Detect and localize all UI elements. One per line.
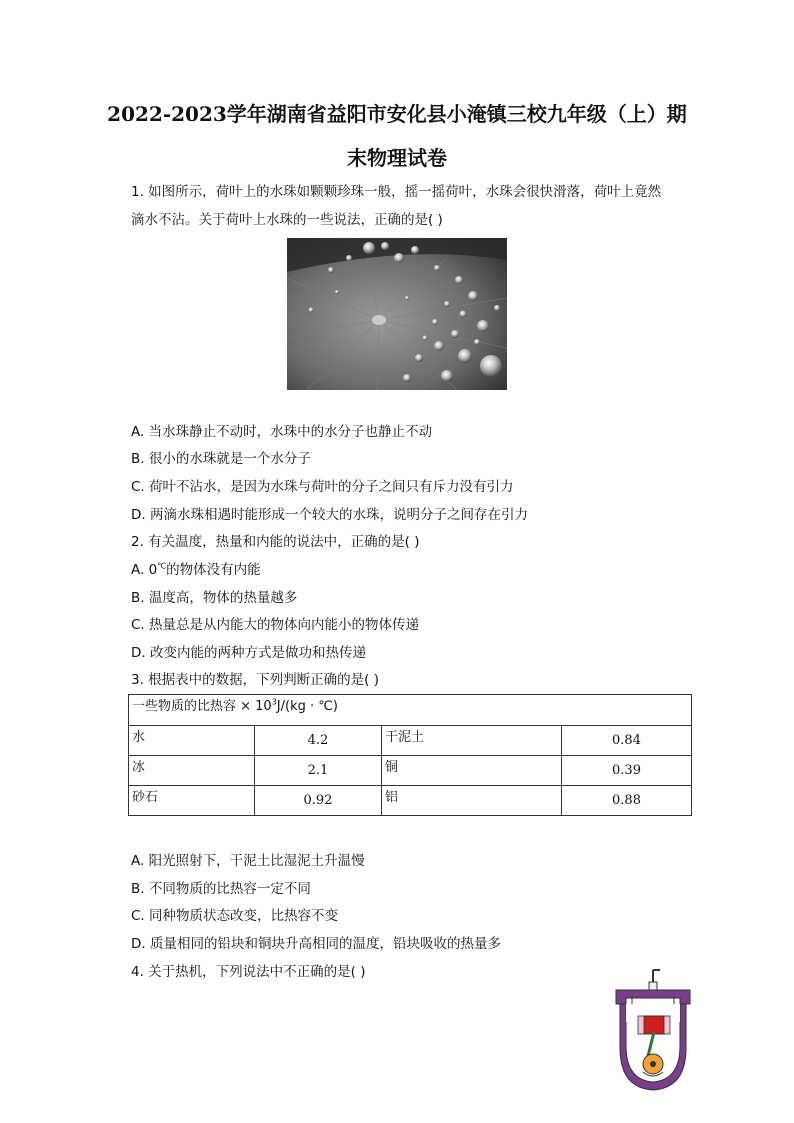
value-cell: 0.92 [255, 786, 382, 816]
question-1-option-a: A. 当水珠静止不动时，水珠中的水分子也静止不动 [131, 424, 433, 440]
lotus-leaf-photo [287, 238, 507, 390]
celsius-unit: ℃ [157, 561, 167, 571]
question-2-option-a-suffix: 的物体没有内能 [166, 562, 261, 578]
question-2-option-a-prefix: A. 0 [131, 562, 158, 578]
document-title-line1: 2022-2023学年湖南省益阳市安化县小淹镇三校九年级（上）期 [107, 102, 687, 126]
question-1-option-d: D. 两滴水珠相遇时能形成一个较大的水珠，说明分子之间存在引力 [131, 507, 528, 523]
question-1-option-c: C. 荷叶不沾水，是因为水珠与荷叶的分子之间只有斥力没有引力 [131, 479, 514, 495]
material-cell: 铝 [382, 786, 562, 816]
specific-heat-table [128, 694, 692, 816]
question-3-option-c: C. 同种物质状态改变，比热容不变 [131, 908, 339, 924]
table-header-cell [129, 695, 692, 726]
question-4-stem: 4. 关于热机，下列说法中不正确的是( ) [131, 964, 366, 980]
table-row [129, 726, 692, 756]
table-header-row [129, 695, 692, 726]
material-cell: 砂石 [129, 786, 255, 816]
question-3-option-b: B. 不同物质的比热容一定不同 [131, 881, 311, 897]
question-3-stem: 3. 根据表中的数据，下列判断正确的是( ) [131, 672, 379, 688]
material-cell: 冰 [129, 756, 255, 786]
value-cell: 2.1 [255, 756, 382, 786]
lotus-leaf-droplets-image [287, 238, 507, 390]
value-cell: 0.84 [562, 726, 692, 756]
table-header-exponent: 3 [271, 697, 277, 707]
table-header-prefix: 一些物质的比热容 × 10 [132, 699, 272, 714]
material-cell: 铜 [382, 756, 562, 786]
table-row [129, 786, 692, 816]
question-3-option-a: A. 阳光照射下，干泥土比湿泥土升温慢 [131, 853, 365, 869]
value-cell: 0.88 [562, 786, 692, 816]
material-cell: 干泥土 [382, 726, 562, 756]
material-cell: 水 [129, 726, 255, 756]
engine-diagram [610, 968, 696, 1096]
question-2-option-a [131, 558, 261, 578]
question-1-stem-line2: 滴水不沾。关于荷叶上水珠的一些说法，正确的是( ) [131, 212, 443, 228]
question-2-option-b: B. 温度高，物体的热量越多 [131, 590, 298, 606]
question-2-option-c: C. 热量总是从内能大的物体向内能小的物体传递 [131, 617, 420, 633]
question-2-option-d: D. 改变内能的两种方式是做功和热传递 [131, 645, 366, 661]
value-cell: 4.2 [255, 726, 382, 756]
question-1-option-b: B. 很小的水珠就是一个水分子 [131, 451, 311, 467]
document-title-line2: 末物理试卷 [347, 146, 447, 170]
engine-cylinder-icon [610, 968, 696, 1096]
value-cell: 0.39 [562, 756, 692, 786]
question-2-stem: 2. 有关温度，热量和内能的说法中，正确的是( ) [131, 534, 420, 550]
question-1-stem-line1: 1. 如图所示，荷叶上的水珠如颗颗珍珠一般，摇一摇荷叶，水珠会很快滑落，荷叶上竟然 [131, 184, 662, 200]
table-row [129, 756, 692, 786]
question-3-option-d: D. 质量相同的铅块和铜块升高相同的温度，铅块吸收的热量多 [131, 936, 501, 952]
table-header-unit: J/(kg · ℃) [276, 699, 338, 714]
